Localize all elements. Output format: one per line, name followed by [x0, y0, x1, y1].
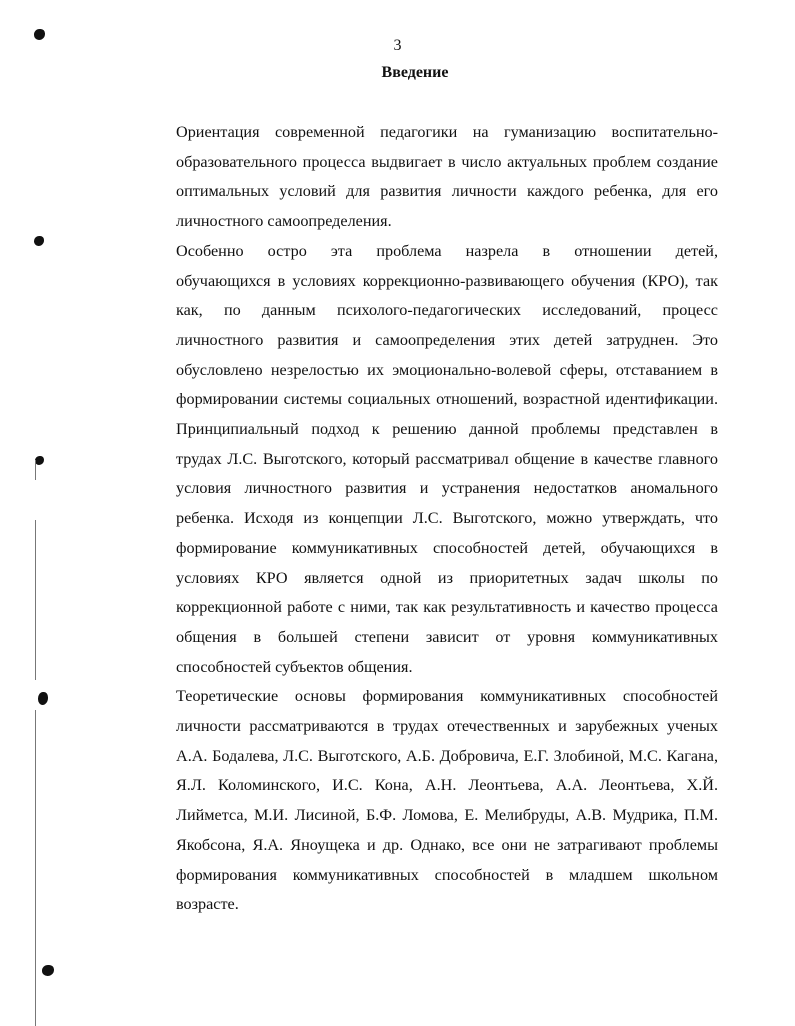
text-line: личностного развития и самоопределения этих детей затруднен. Это [176, 330, 718, 349]
text-line: Лийметса, М.И. Лисиной, Б.Ф. Ломова, Е. Мелибруды, А.В. Мудрика, П.М. [176, 806, 718, 825]
text-line: обусловлено незрелостью их эмоционально-волевой сферы, отставанием в [176, 360, 718, 379]
text-line: формирования коммуникативных способностей в младшем школьном [176, 865, 718, 884]
text-line: возрасте. [176, 895, 239, 914]
scan-mark-4 [38, 692, 48, 705]
text-line: личности рассматриваются в трудах отечественных и зарубежных ученых [176, 717, 718, 736]
paragraph-1 [124, 118, 718, 237]
text-line: Ориентация современной педагогики на гуманизацию воспитательно- [176, 123, 718, 141]
paragraph-2 [124, 237, 718, 415]
text-line: личностного самоопределения. [176, 212, 392, 231]
page-title: Введение [381, 64, 449, 81]
text-line: формировании системы социальных отношений, возрастной идентификации. [176, 390, 718, 409]
text-line: А.А. Бодалева, Л.С. Выготского, А.Б. Добровича, Е.Г. Злобиной, М.С. Кагана, [176, 746, 718, 765]
document-body [124, 118, 718, 920]
text-line: Я.Л. Коломинского, И.С. Кона, А.Н. Леонтьева, А.А. Леонтьева, Х.Й. [176, 776, 718, 795]
text-line: оптимальных условий для развития личности каждого ребенка, для его [176, 182, 718, 201]
text-line: трудах Л.С. Выготского, который рассматривал общение в качестве главного [176, 449, 718, 468]
text-line: формирование коммуникативных способностей детей, обучающихся в [176, 538, 718, 557]
text-line: способностей субъектов общения. [176, 657, 413, 676]
scan-margin-line-2 [35, 520, 36, 680]
text-line: Особенно остро эта проблема назрела в отношении детей, [176, 241, 718, 260]
text-line: как, по данным психолого-педагогических исследований, процесс [176, 301, 718, 320]
text-line: Принципиальный подход к решению данной проблемы представлен в [176, 420, 718, 439]
scan-margin-line-3 [35, 710, 36, 1026]
text-line: условиях КРО является одной из приоритетных задач школы по [176, 568, 718, 587]
text-line: коррекционной работе с ними, так как результативность и качество процесса [176, 598, 718, 617]
text-line: Якобсона, Я.А. Яноущека и др. Однако, все они не затрагивают проблемы [176, 835, 718, 854]
scan-margin-line-1 [35, 460, 36, 480]
scan-mark-2 [34, 236, 44, 246]
text-line: условия личностного развития и устранения недостатков аномального [176, 479, 718, 498]
scan-mark-3 [35, 456, 44, 465]
paragraph-4 [124, 682, 718, 920]
page-number: 3 [393, 37, 402, 54]
text-line: образовательного процесса выдвигает в число актуальных проблем создание [176, 152, 718, 171]
scan-mark-5 [42, 965, 54, 976]
paragraph-3 [124, 415, 718, 682]
text-line: Теоретические основы формирования коммуникативных способностей [176, 687, 718, 706]
text-line: общения в большей степени зависит от уровня коммуникативных [176, 627, 718, 646]
text-line: обучающихся в условиях коррекционно-развивающего обучения (КРО), так [176, 271, 718, 290]
text-line: ребенка. Исходя из концепции Л.С. Выготского, можно утверждать, что [176, 509, 718, 528]
